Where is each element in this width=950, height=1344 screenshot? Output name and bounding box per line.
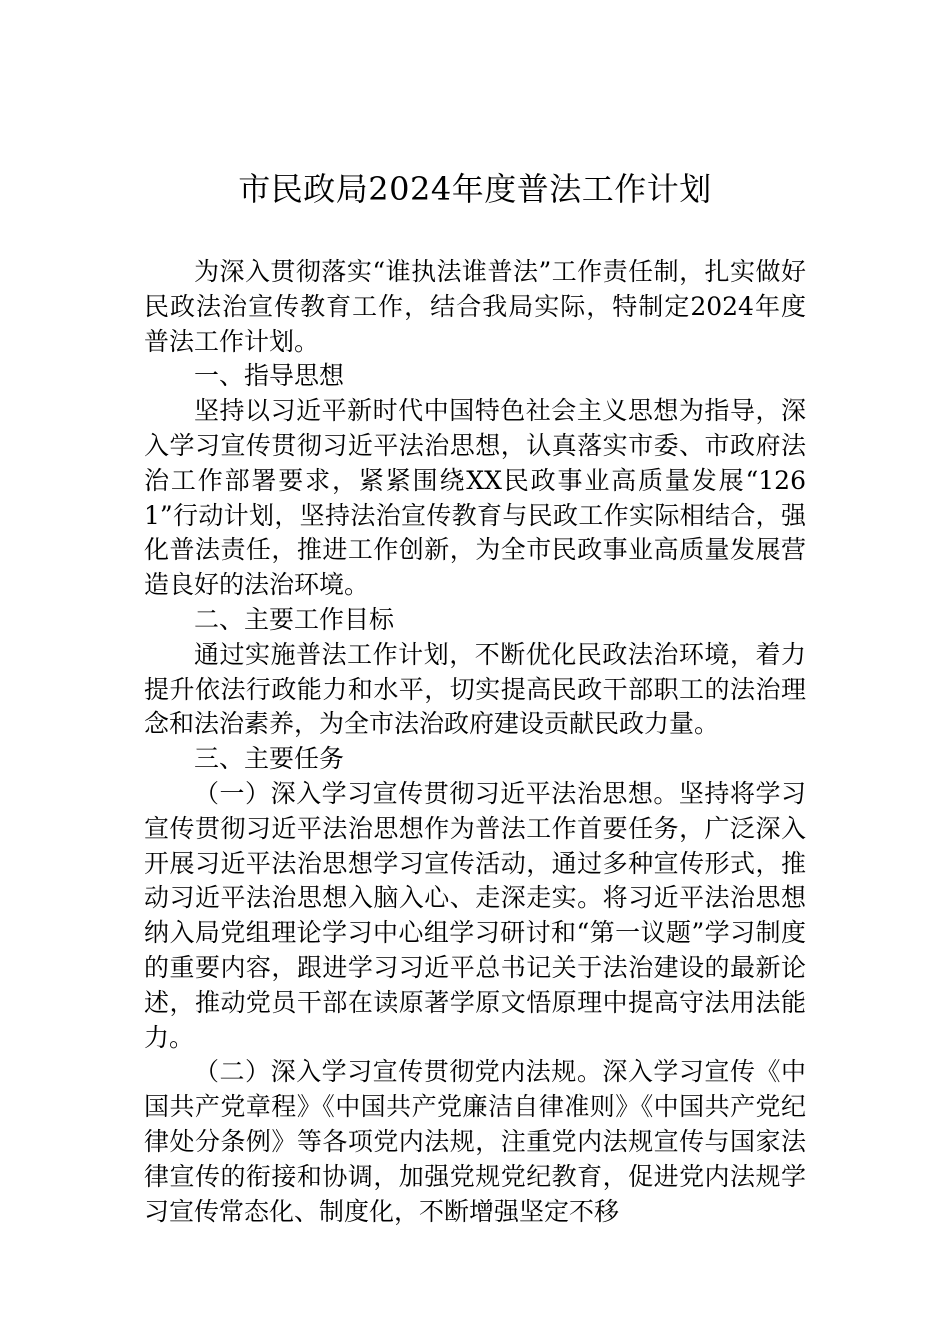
task-2-paragraph: （二）深入学习宣传贯彻党内法规。深入学习宣传《中国共产党章程》《中国共产党廉洁自律准则》《中国共产党纪律处分条例》等各项党内法规，注重党内法规宣传与国家法律宣传的衔接和协调，加强党规党纪教育，促进党内法规学习宣传常态化、制度化，不断增强坚定不移 <box>144 1057 806 1226</box>
section-heading-main-tasks: 三、主要任务 <box>194 744 345 774</box>
guiding-ideology-paragraph: 坚持以习近平新时代中国特色社会主义思想为指导，深入学习宣传贯彻习近平法治思想，认真落实市委、市政府法治工作部署要求，紧紧围绕XX民政事业高质量发展“1261”行动计划，坚持法治宣传教育与民政工作实际相结合，强化普法责任，推进工作创新，为全市民政事业高质量发展营造良好的法治环境。 <box>144 396 806 600</box>
section-heading-main-goals: 二、主要工作目标 <box>194 604 395 634</box>
task-1-paragraph: （一）深入学习宣传贯彻习近平法治思想。坚持将学习宣传贯彻习近平法治思想作为普法工作首要任务，广泛深入开展习近平法治思想学习宣传活动，通过多种宣传形式，推动习近平法治思想入脑入心、走深走实。将习近平法治思想纳入局党组理论学习中心组学习研讨和“第一议题”学习制度的重要内容，跟进学习习近平总书记关于法治建设的最新论述，推动党员干部在读原著学原文悟原理中提高守法用法能力。 <box>144 778 806 1052</box>
document-title: 市民政局2024年度普法工作计划 <box>238 170 712 208</box>
main-goals-paragraph: 通过实施普法工作计划，不断优化民政法治环境，着力提升依法行政能力和水平，切实提高民政干部职工的法治理念和法治素养，为全市法治政府建设贡献民政力量。 <box>144 639 806 739</box>
document-body <box>144 255 806 1229</box>
section-heading-guiding-ideology: 一、指导思想 <box>194 361 345 391</box>
intro-paragraph: 为深入贯彻落实“谁执法谁普法”工作责任制，扎实做好民政法治宣传教育工作，结合我局实际，特制定2024年度普法工作计划。 <box>144 257 806 356</box>
